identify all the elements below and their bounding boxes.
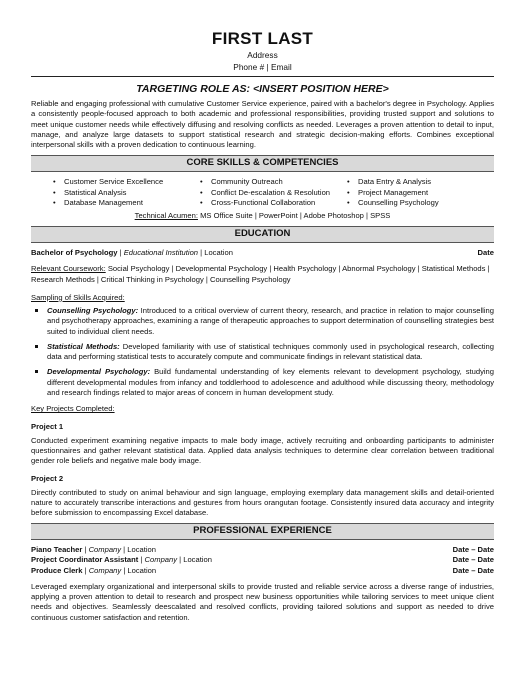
institution: Educational Institution [123,248,199,258]
skills-column-2 [200,177,347,208]
address-line: Address [247,49,278,60]
skill-item: • Counselling Psychology [347,198,494,208]
technical-acumen-label: Technical Acumen: [134,211,198,221]
skill-item: • Community Outreach [200,177,347,187]
coursework-label: Relevant Coursework: [31,264,106,274]
job-dates: Date – Date [452,565,494,575]
project-2-title: Project 2 [31,474,64,484]
degree-title: Bachelor of Psychology [31,248,118,258]
institution-location: | Location [198,248,233,258]
job-row [31,555,494,565]
technical-acumen [31,211,494,221]
skill-item: • Data Entry & Analysis [347,177,494,187]
job-title: Project Coordinator Assistant [31,555,139,565]
job-company: Company [88,545,122,555]
job-dates: Date – Date [452,545,494,555]
target-role: TARGETING ROLE AS: <INSERT POSITION HERE> [136,83,389,96]
technical-acumen-value: MS Office Suite | PowerPoint | Adobe Photoshop | SPSS [197,211,391,221]
phone-email-line: Phone # | Email [233,61,292,72]
skill-item: • Project Management [347,188,494,198]
skill-item: • Statistical Analysis [53,188,200,198]
experience-summary: Leveraged exemplary organizational and interpersonal skills to provide trusted and reliable service across a diverse range of industries, applying a proven attention to detail to research and prospect new business opportunities while tailoring services to meet unique client needs and objectives. Seamlessly deescalated and resolved conflicts, providing tailored solutions and support as needed to drive continuous customer satisfaction and retention. [31,581,494,622]
candidate-name: FIRST LAST [211,29,314,48]
education-heading: EDUCATION [31,226,494,243]
job-title: Piano Teacher [31,545,83,555]
sampling-list [31,306,494,398]
relevant-coursework [31,264,494,285]
bullet-square-icon [35,345,38,348]
job-row [31,566,494,576]
projects-label: Key Projects Completed: [31,404,115,414]
job-dates: Date – Date [452,555,494,565]
project-1-title: Project 1 [31,422,64,432]
degree-separator: | [117,248,124,258]
sample-item [33,342,494,363]
skills-list [31,177,494,208]
job-row [31,545,494,555]
sample-title: Statistical Methods: [47,341,120,351]
project-2-text: Directly contributed to study on animal behaviour and sign language, employing exemplary data management skills and detail-oriented nature to accurately transcribe interactions and gestures from hours orangutan footage. Consistently insured data accuracy and integrity before submission to encompassing Excel database. [31,487,494,518]
skills-column-3 [347,177,494,208]
job-company-location: | Company | Location [138,555,212,565]
job-company-location: | Company | Location [82,565,157,575]
skills-heading: CORE SKILLS & COMPETENCIES [31,155,494,172]
skill-item: • Conflict De-escalation & Resolution [200,188,347,198]
project-1-text: Conducted experiment examining negative impacts to male body image, actively recruiting and onboarding participants to administer questionnaires and gather relevant statistical data. Applied data analysis techniques to determine clear correlation between traditional gender role beliefs and negative male body image. [31,435,494,466]
sample-text: Build fundamental understanding of key elements relevant to development psychology, studying different developmental modules from infancy and toddlerhood to adolescence and adulthood while discussing theory, methodology and research findings related to major areas of concern in human development study. [47,367,494,397]
skill-item: • Database Management [53,198,200,208]
bullet-square-icon [35,370,38,373]
job-company: Company [88,565,122,575]
job-title: Produce Clerk [31,565,83,575]
skill-item: • Cross-Functional Collaboration [200,198,347,208]
coursework-list: Social Psychology | Developmental Psychology | Health Psychology | Abnormal Psychology | Statistical Methods | Research Methods | Critical Thinking in Psychology | Counselling Psychology [31,264,490,284]
sample-title: Developmental Psychology: [47,367,151,377]
sample-item [33,306,494,337]
sample-title: Counselling Psychology: [47,306,139,316]
job-company: Company [144,555,178,565]
job-list [31,545,494,576]
degree-date: Date [477,248,494,258]
experience-heading: PROFESSIONAL EXPERIENCE [31,523,494,540]
header-divider [31,76,494,77]
skills-column-1 [53,177,200,208]
sampling-label: Sampling of Skills Acquired: [31,292,125,302]
job-company-location: | Company | Location [82,545,156,555]
sample-item [33,367,494,398]
skill-item: • Customer Service Excellence [53,177,200,187]
sample-text: Developed familiarity with use of statistical techniques commonly used in psychological research, collecting data and performing statistical tests to accurately compute and communicate findings in relevant statistical data. [47,341,494,362]
bullet-square-icon [35,309,38,312]
profile-summary: Reliable and engaging professional with cumulative Customer Service experience, paired with a bachelor's degree in Psychology. Applies a consistently people-focused approach to both academic and professional responsibilities, providing trusted support and solutions to meet unique customer needs while effectively diffusing and resolving conflicts as needed. Leverages a proven attention to detail to input, manage, and analyze large datasets to support statistical research and strategic decision-making efforts. Combines exceptional interpersonal skills with a proven dedication to continuous learning. [31,99,494,150]
sample-text: Introduced to a critical overview of current theory, research, and practice in relation to major counselling and psychotherapy approaches, examining a range of therapeutic approaches to support determination of counselling strategies best suited to individual client needs. [47,306,494,336]
degree-row [31,248,494,258]
